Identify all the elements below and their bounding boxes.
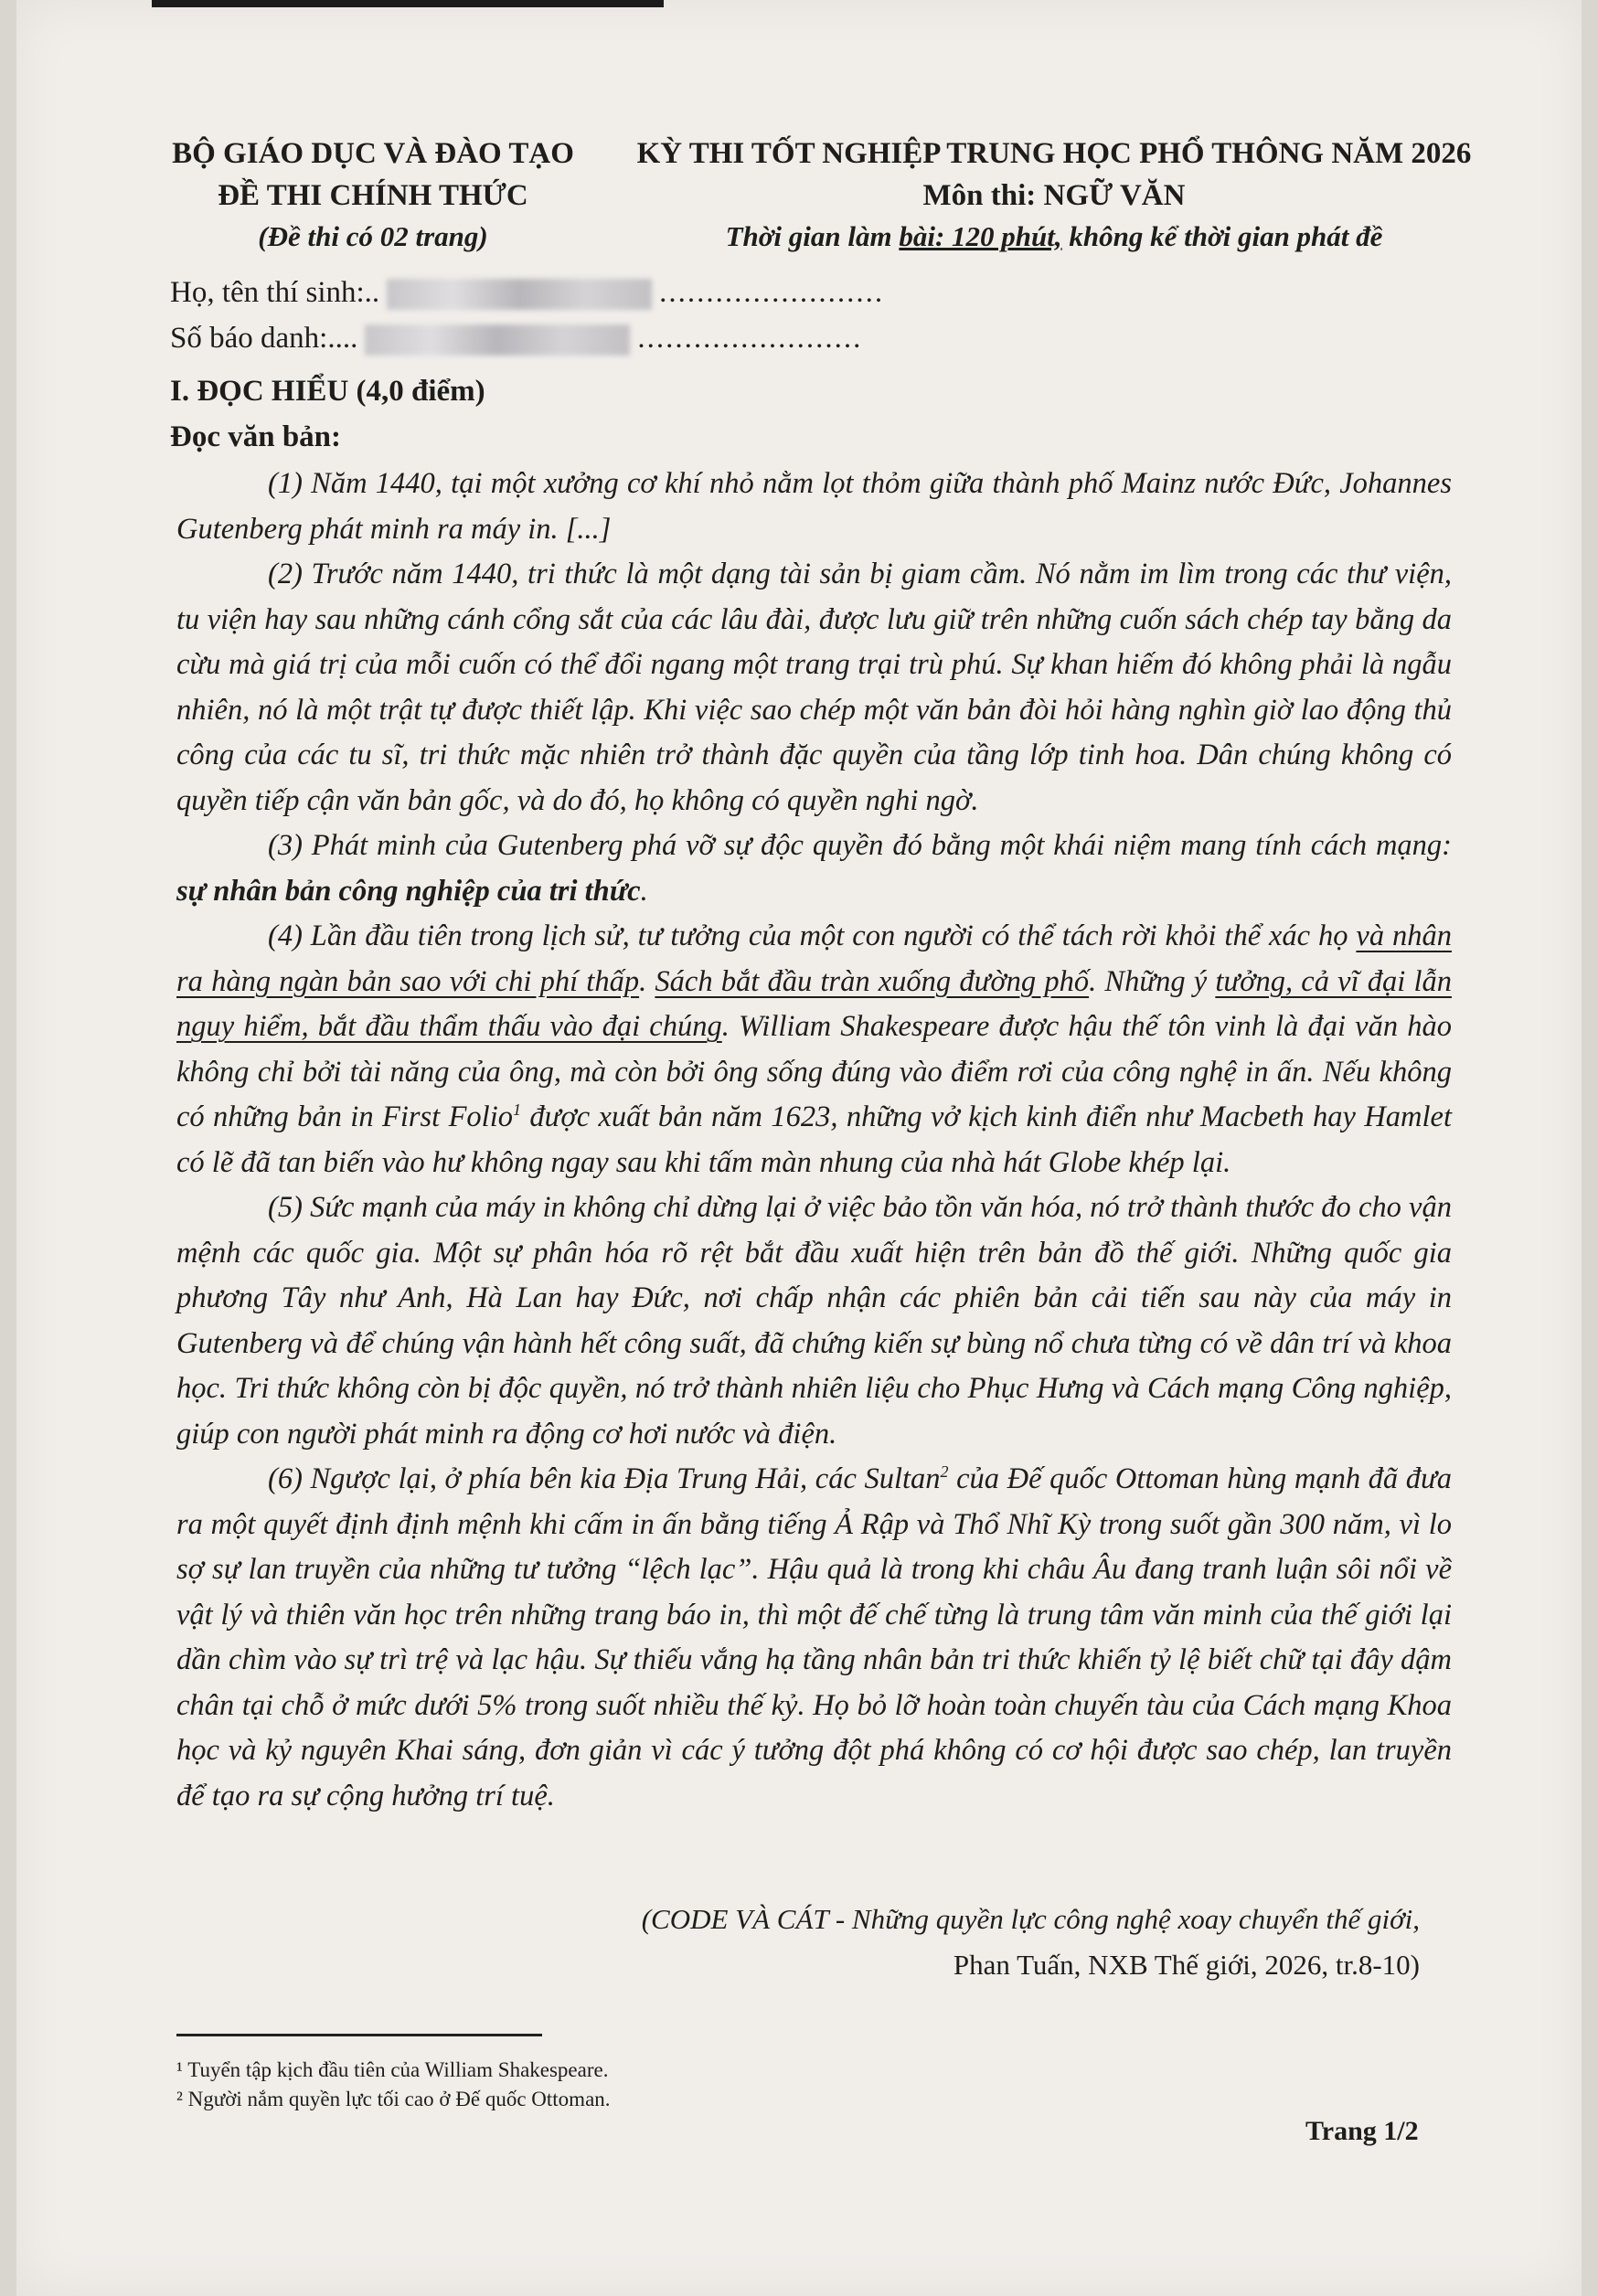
p4-underlined-3: tưởng, cả vĩ đại lẫn nguy hiểm, bắt đầu thẩm thấu vào đại chúng xyxy=(176,964,1453,1043)
source-book-subtitle: - Những quyền lực công nghệ xoay chuyển thế giới, xyxy=(828,1903,1420,1935)
candidate-name-dots: ........................ xyxy=(659,276,885,309)
p4-text-c: . xyxy=(639,964,655,998)
candidate-id-dots: ........................ xyxy=(637,322,863,355)
footnote-ref-2: 2 xyxy=(940,1462,949,1482)
source-citation xyxy=(176,1897,1420,1988)
paragraph-6 xyxy=(176,1457,1452,1819)
p6-text-a: (6) Ngược lại, ở phía bên kia Địa Trung Hải, các Sultan xyxy=(268,1462,941,1495)
official-label: ĐỀ THI CHÍNH THỨC xyxy=(218,179,528,212)
p4-underlined-1: và nhân ra hàng ngàn bản sao với chi phí thấp xyxy=(176,919,1452,998)
p4-underlined-2: Sách bắt đầu tràn xuống đường phố xyxy=(655,964,1090,998)
paragraph-1: (1) Năm 1440, tại một xưởng cơ khí nhỏ nằm lọt thỏm giữa thành phố Mainz nước Đức, Johannes Gutenberg phát minh ra máy in. [...] xyxy=(176,467,1452,546)
header-right xyxy=(615,133,1493,257)
paragraph-2: (2) Trước năm 1440, tri thức là một dạng tài sản bị giam cầm. Nó nằm im lìm trong các thư viện, tu viện hay sau những cánh cổng sắt của các lâu đài, được lưu giữ trên những cuốn sách chép tay bằng da cừu mà giá trị của mỗi cuốn có thể đổi ngang một trang trại trù phú. Sự khan hiếm đó không phải là ngẫu nhiên, nó là một trật tự được thiết lập. Khi việc sao chép một văn bản đòi hỏi hàng nghìn giờ lao động thủ công của các tu sĩ, tri thức mặc nhiên trở thành đặc quyền của tầng lớp tinh hoa. Dân chúng không có quyền tiếp cận văn bản gốc, và do đó, họ không có quyền nghi ngờ. xyxy=(176,558,1452,817)
candidate-id-row xyxy=(170,322,862,356)
source-line-1 xyxy=(176,1897,1420,1942)
scan-edge-bar xyxy=(152,0,664,7)
subject-label: Môn thi: xyxy=(922,179,1044,212)
candidate-name-row xyxy=(170,276,884,310)
section-title: I. ĐỌC HIỂU (4,0 điểm) xyxy=(170,375,485,408)
candidate-id-label: Số báo danh:.... xyxy=(170,322,358,355)
subject-name: NGỮ VĂN xyxy=(1043,179,1186,212)
p4-text-a: (4) Lần đầu tiên trong lịch sử, tư tưởng của một con người có thể tách rời khỏi thể xác họ xyxy=(268,919,1357,952)
time-line xyxy=(615,217,1493,257)
paragraph-3 xyxy=(176,824,1452,914)
p3-text-c: . xyxy=(640,874,648,908)
time-main: bài: 120 phút, xyxy=(899,220,1062,252)
paragraph-4 xyxy=(176,914,1452,1185)
subject-line xyxy=(615,175,1493,217)
p4-text-e: . Những ý xyxy=(1089,964,1216,998)
time-prefix: Thời gian làm xyxy=(725,220,900,252)
p4-text-h: được xuất bản năm 1623, những vở kịch kinh điển như Macbeth hay Hamlet có lẽ đã tan biến vào hư không ngay sau khi tấm màn nhung của nhà hát Globe khép lại. xyxy=(176,1100,1452,1179)
page-number: Trang 1/2 xyxy=(1305,2116,1419,2146)
paragraph-5: (5) Sức mạnh của máy in không chỉ dừng lại ở việc bảo tồn văn hóa, nó trở thành thước đo cho vận mệnh các quốc gia. Một sự phân hóa rõ rệt bắt đầu xuất hiện trên bản đồ thế giới. Những quốc gia phương Tây như Anh, Hà Lan hay Đức, nơi chấp nhận các phiên bản cải tiến sau này của máy in Gutenberg và để chúng vận hành hết công suất, đã chứng kiến sự bùng nổ chưa từng có về dân trí và khoa học. Tri thức không còn bị độc quyền, nó trở thành nhiên liệu cho Phục Hưng và Cách mạng Công nghiệp, giúp con người phát minh ra động cơ hơi nước và điện. xyxy=(176,1191,1452,1451)
candidate-name-label: Họ, tên thí sinh:.. xyxy=(170,276,380,309)
source-line-2: Phan Tuấn, NXB Thế giới, 2026, tr.8-10) xyxy=(953,1949,1420,1981)
header-left xyxy=(158,133,588,257)
footnote-1: ¹ Tuyển tập kịch đầu tiên của William Shakespeare. xyxy=(176,2058,609,2081)
reading-passage xyxy=(176,462,1452,1819)
time-suffix: không kể thời gian phát đề xyxy=(1061,220,1383,252)
p6-text-b: của Đế quốc Ottoman hùng mạnh đã đưa ra một quyết định định mệnh khi cấm in ấn bằng tiếng Ả Rập và Thổ Nhĩ Kỳ trong suốt gần 300 năm, vì lo sợ sự lan truyền của những tư tưởng “lệch lạc”. Hậu quả là trong khi châu Âu đang tranh luận sôi nổi về vật lý và thiên văn học trên những trang báo in, thì một đế chế từng là trung tâm văn minh của thế giới lại dần chìm vào sự trì trệ và lạc hậu. Sự thiếu vắng hạ tầng nhân bản tri thức khiến tỷ lệ biết chữ tại đây dậm chân tại chỗ ở mức dưới 5% trong suốt nhiều thế kỷ. Họ bỏ lỡ hoàn toàn chuyến tàu của Cách mạng Khoa học và kỷ nguyên Khai sáng, đơn giản vì các ý tưởng đột phá không có cơ hội được sao chép, lan truyền để tạo ra sự cộng hưởng trí tuệ. xyxy=(176,1462,1452,1812)
redacted-name xyxy=(387,279,652,310)
pages-note: (Đề thi có 02 trang) xyxy=(258,220,488,252)
source-book-title: (CODE VÀ CÁT xyxy=(641,1903,829,1935)
redacted-id xyxy=(365,324,630,356)
footnote-2: ² Người nắm quyền lực tối cao ở Đế quốc Ottoman. xyxy=(176,2088,611,2110)
p3-text-a: (3) Phát minh của Gutenberg phá vỡ sự độc quyền đó bằng một khái niệm mang tính cách mạng: xyxy=(268,829,1452,862)
section-subtitle: Đọc văn bản: xyxy=(170,420,342,453)
footnote-divider xyxy=(176,2034,542,2036)
ministry-name: BỘ GIÁO DỤC VÀ ĐÀO TẠO xyxy=(172,137,574,170)
exam-page xyxy=(16,0,1582,2296)
footnote-ref-1: 1 xyxy=(512,1100,521,1120)
p3-bold-phrase: sự nhân bản công nghiệp của tri thức xyxy=(176,874,641,908)
p4-text-g: . William Shakespeare được hậu thế tôn vinh là đại văn hào không chỉ bởi tài năng của ông, mà còn bởi ông sống đúng vào điểm rơi của công nghệ in ấn. Nếu không có những bản in First Folio xyxy=(176,1010,1452,1133)
exam-title: KỲ THI TỐT NGHIỆP TRUNG HỌC PHỔ THÔNG NĂM 2026 xyxy=(636,137,1472,170)
